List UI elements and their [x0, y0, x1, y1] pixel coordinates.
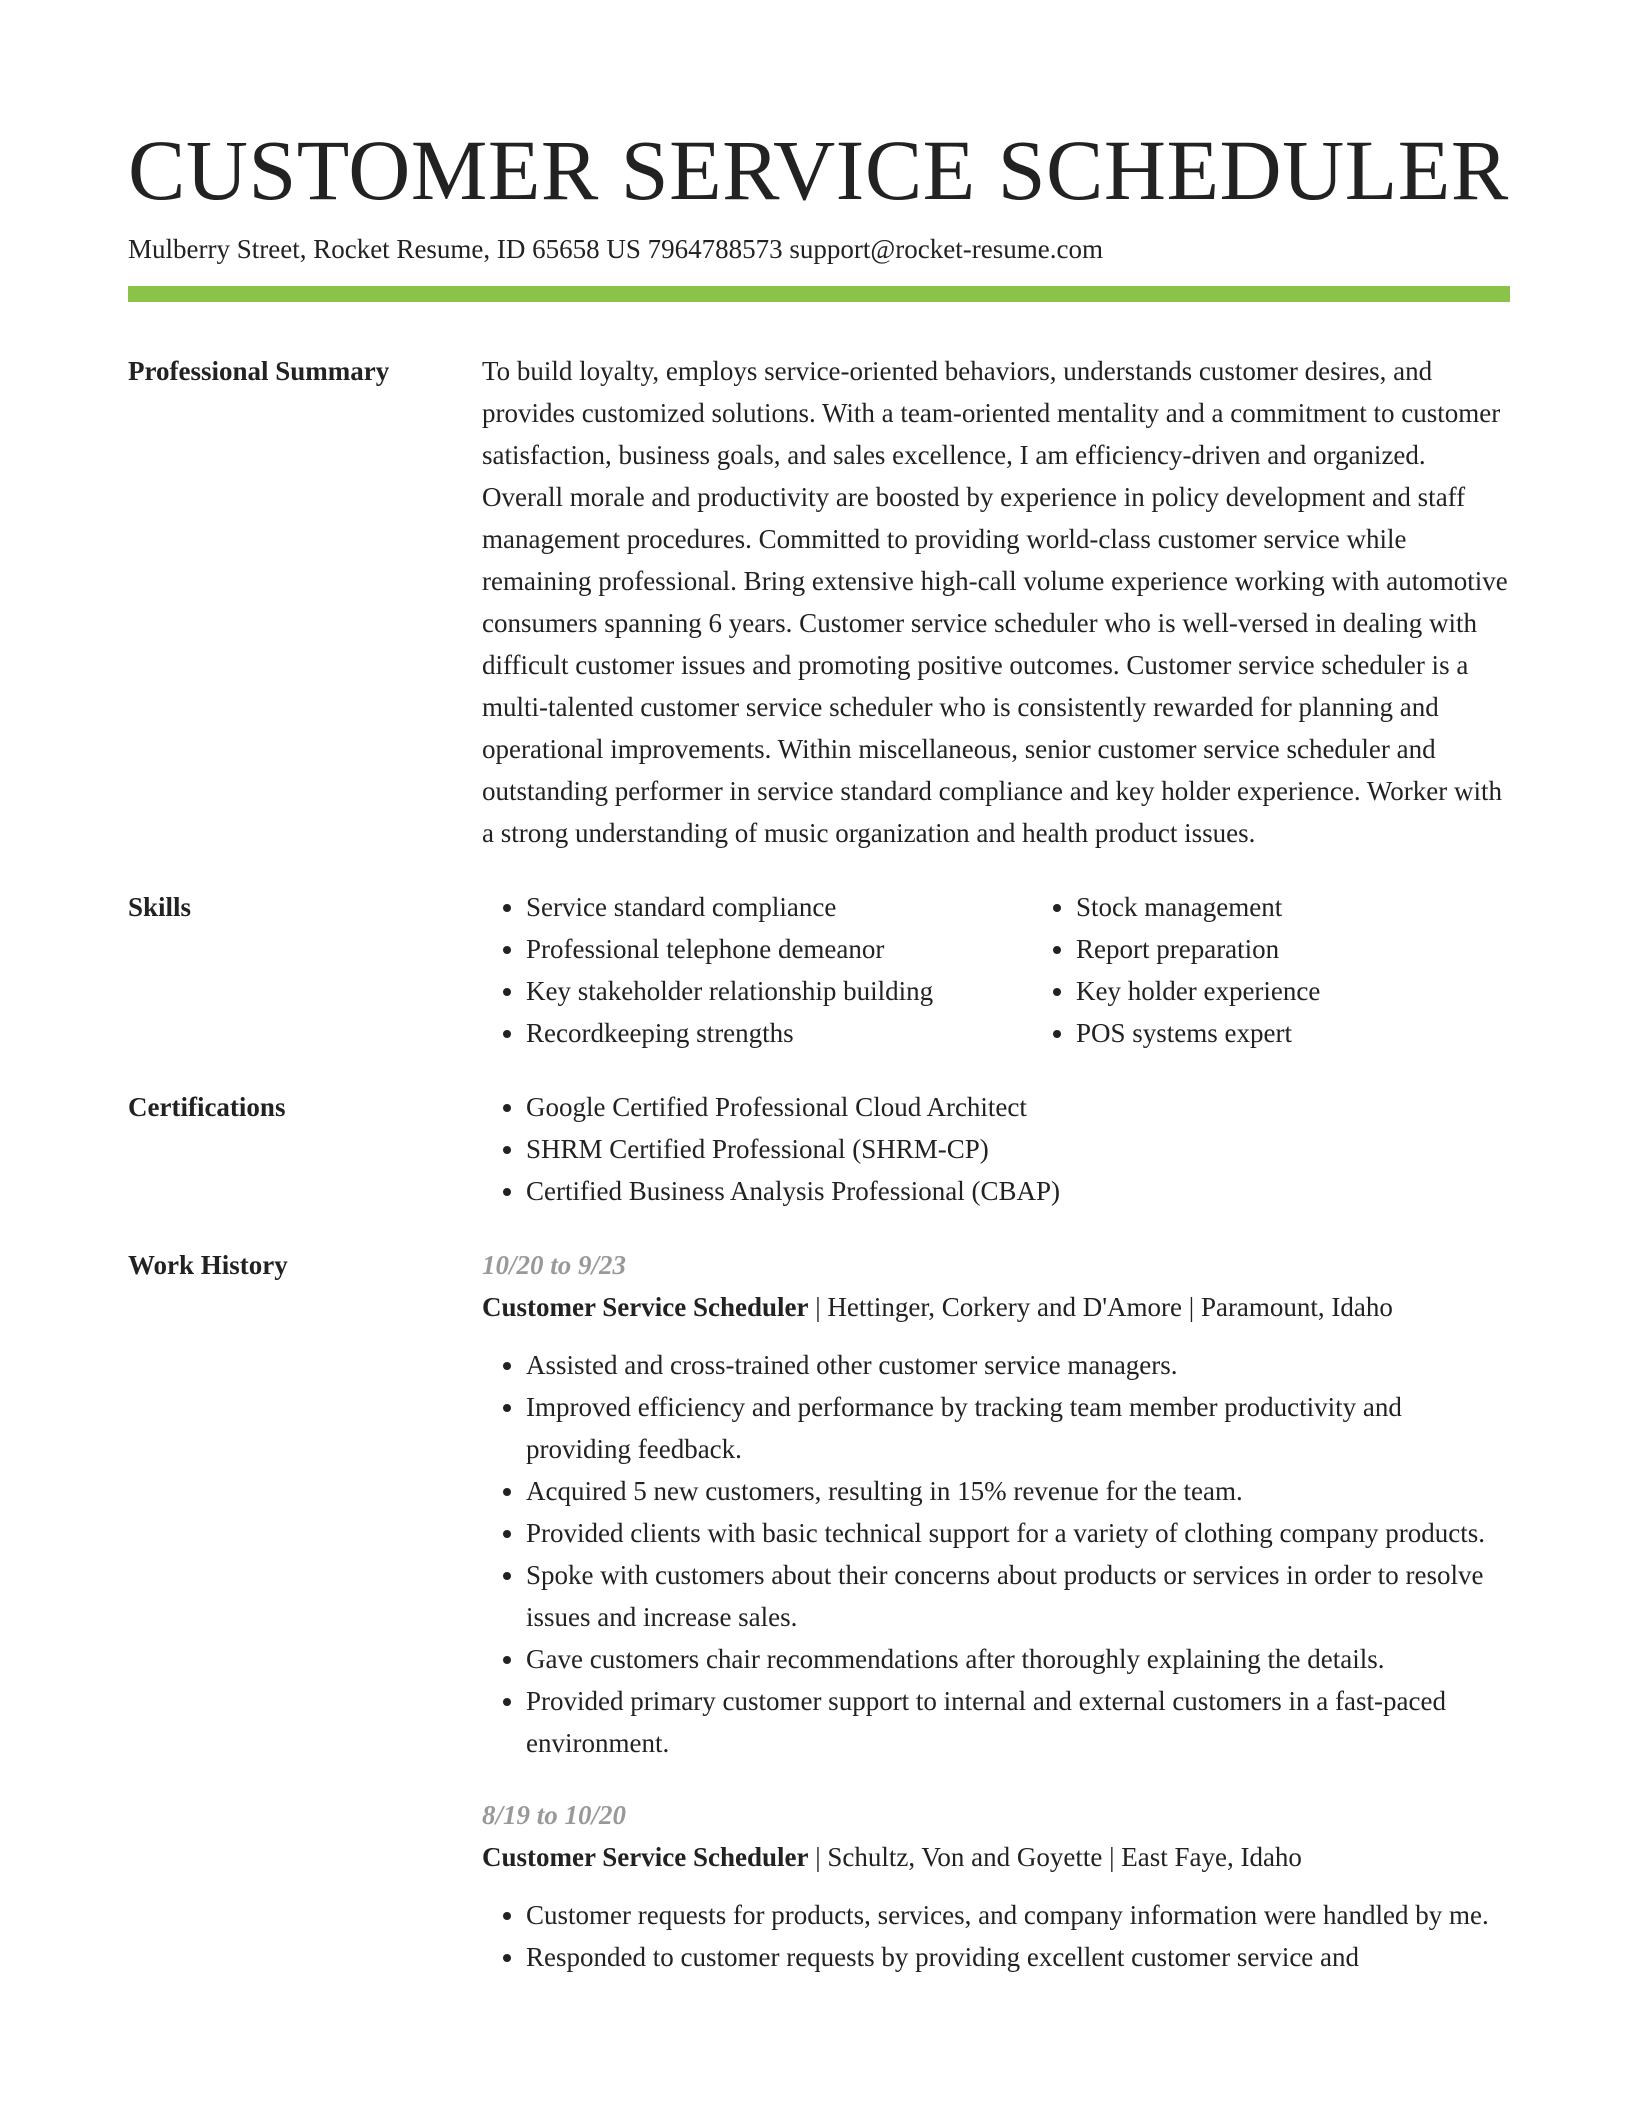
job-bullet: • Customer requests for products, services, and company information were handled by me. [526, 1894, 1510, 1936]
candidate-title: CUSTOMER SERVICE SCHEDULER [128, 122, 1509, 218]
certifications-list [482, 1086, 1510, 1212]
job-dates: 10/20 to 9/23 [482, 1250, 627, 1280]
job-company-location: | Hettinger, Corkery and D'Amore | Paramount, Idaho [808, 1292, 1393, 1322]
summary-section [128, 350, 1510, 854]
skill-item: • Recordkeeping strengths [526, 1012, 1032, 1054]
skills-section [128, 886, 1510, 1054]
certification-item: • Google Certified Professional Cloud Architect [526, 1086, 1510, 1128]
section-label-work-history: Work History [128, 1250, 288, 1280]
job-bullets [482, 1344, 1510, 1764]
job-bullet: • Responded to customer requests by providing excellent customer service and [526, 1936, 1510, 1978]
job-entry [482, 1244, 1510, 1764]
job-heading [482, 1286, 1510, 1328]
job-heading [482, 1836, 1510, 1878]
job-bullet: • Assisted and cross-trained other customer service managers. [526, 1344, 1510, 1386]
skills-list-right [1032, 886, 1510, 1054]
job-bullet: • Improved efficiency and performance by tracking team member productivity and providing feedback. [526, 1386, 1510, 1470]
resume-sections [128, 350, 1510, 2040]
contact-info: Mulberry Street, Rocket Resume, ID 65658 US 7964788573 support@rocket-resume.com [128, 234, 1103, 264]
skill-item: • Stock management [1076, 886, 1510, 928]
section-label-skills: Skills [128, 892, 192, 922]
job-title: Customer Service Scheduler [482, 1292, 809, 1322]
work-history-section [128, 1244, 1510, 2008]
job-bullet: • Acquired 5 new customers, resulting in 15% revenue for the team. [526, 1470, 1510, 1512]
job-bullets [482, 1894, 1510, 1978]
job-dates: 8/19 to 10/20 [482, 1800, 627, 1830]
certification-item: • Certified Business Analysis Professional (CBAP) [526, 1170, 1510, 1212]
job-company-location: | Schultz, Von and Goyette | East Faye, Idaho [808, 1842, 1302, 1872]
job-title: Customer Service Scheduler [482, 1842, 809, 1872]
skill-item: • Report preparation [1076, 928, 1510, 970]
certification-item: • SHRM Certified Professional (SHRM-CP) [526, 1128, 1510, 1170]
skill-item: • Professional telephone demeanor [526, 928, 1032, 970]
skill-item: • Key stakeholder relationship building [526, 970, 1032, 1012]
section-label-summary: Professional Summary [128, 356, 390, 386]
summary-text: To build loyalty, employs service-oriented behaviors, understands customer desires, and provides customized solutions. With a team-oriented mentality and a commitment to customer satisfaction, business goals, and sales excellence, I am efficiency-driven and organized. Overall morale and productivity are boosted by experience in policy development and staff management procedures. Committed to providing world-class customer service while remaining professional. Bring extensive high-call volume experience working with automotive consumers spanning 6 years. Customer service scheduler who is well-versed in dealing with difficult customer issues and promoting positive outcomes. Customer service scheduler is a multi-talented customer service scheduler who is consistently rewarded for planning and operational improvements. Within miscellaneous, senior customer service scheduler and outstanding performer in service standard compliance and key holder experience. Worker with a strong understanding of music organization and health product issues. [482, 356, 1508, 848]
job-bullet: • Provided primary customer support to internal and external customers in a fast-paced environment. [526, 1680, 1510, 1764]
skill-item: • Key holder experience [1076, 970, 1510, 1012]
job-bullet: • Gave customers chair recommendations after thoroughly explaining the details. [526, 1638, 1510, 1680]
section-label-certifications: Certifications [128, 1092, 286, 1122]
skill-item: • POS systems expert [1076, 1012, 1510, 1054]
skill-item: • Service standard compliance [526, 886, 1032, 928]
skills-list-left [482, 886, 1032, 1054]
job-bullet: • Spoke with customers about their concerns about products or services in order to resolve issues and increase sales. [526, 1554, 1510, 1638]
job-entry [482, 1794, 1510, 1978]
certifications-section [128, 1086, 1510, 1212]
job-bullet: • Provided clients with basic technical support for a variety of clothing company products. [526, 1512, 1510, 1554]
accent-divider [128, 286, 1510, 302]
